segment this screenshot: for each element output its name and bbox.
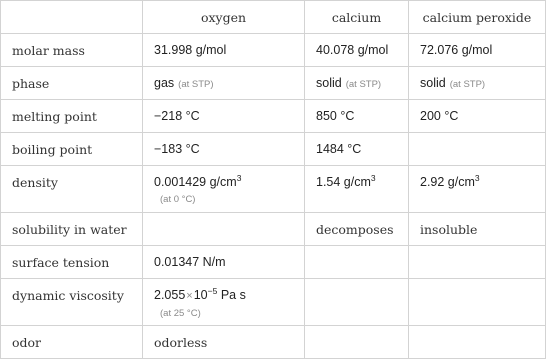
row-label: boiling point (1, 133, 143, 166)
value-cell (305, 67, 409, 100)
row-label: melting point (1, 100, 143, 133)
row-label: density (1, 166, 143, 213)
row-surface-tension (1, 246, 546, 279)
value-cell: 0.01347 N/m (143, 246, 305, 279)
value-cell: 31.998 g/mol (143, 34, 305, 67)
value-cell (143, 166, 305, 213)
phase-value: gas (154, 76, 175, 90)
value-cell (409, 326, 546, 359)
value-cell (305, 246, 409, 279)
value-cell (409, 166, 546, 213)
density-value: 2.92 g/cm (420, 175, 475, 189)
value-cell: odorless (143, 326, 305, 359)
value-cell (305, 166, 409, 213)
value-cell: 200 °C (409, 100, 546, 133)
condition-note: (at 0 °C) (160, 194, 196, 205)
row-label: odor (1, 326, 143, 359)
value-cell (143, 213, 305, 246)
value-cell: insoluble (409, 213, 546, 246)
row-label: solubility in water (1, 213, 143, 246)
row-molar-mass (1, 34, 546, 67)
row-boiling-point (1, 133, 546, 166)
row-label: phase (1, 67, 143, 100)
viscosity-unit: Pa s (220, 288, 246, 302)
value-cell: decomposes (305, 213, 409, 246)
viscosity-exponent: −5 (207, 286, 218, 296)
value-cell: 850 °C (305, 100, 409, 133)
value-cell (409, 246, 546, 279)
row-melting-point (1, 100, 546, 133)
phase-value: solid (420, 76, 446, 90)
header-oxygen: oxygen (143, 1, 305, 34)
unit-exponent: 3 (236, 173, 242, 183)
density-value: 1.54 g/cm (316, 175, 371, 189)
row-label: dynamic viscosity (1, 279, 143, 326)
value-cell: 40.078 g/mol (305, 34, 409, 67)
value-cell (305, 326, 409, 359)
row-dynamic-viscosity (1, 279, 546, 326)
condition-note: (at STP) (178, 79, 214, 90)
row-label: surface tension (1, 246, 143, 279)
row-odor (1, 326, 546, 359)
density-value: 0.001429 g/cm (154, 175, 237, 189)
unit-exponent: 3 (370, 173, 376, 183)
condition-note: (at STP) (449, 79, 486, 90)
value-cell (409, 67, 546, 100)
phase-value: solid (316, 76, 342, 90)
row-density (1, 166, 546, 213)
value-cell (143, 67, 305, 100)
condition-note: (at 25 °C) (160, 308, 201, 319)
value-cell: 1484 °C (305, 133, 409, 166)
header-calcium-peroxide: calcium peroxide (409, 1, 546, 34)
row-phase (1, 67, 546, 100)
viscosity-mantissa: 2.055 (154, 288, 186, 302)
value-cell: −218 °C (143, 100, 305, 133)
value-cell: −183 °C (143, 133, 305, 166)
value-cell: 72.076 g/mol (409, 34, 546, 67)
header-empty-cell (1, 1, 143, 34)
value-cell (409, 279, 546, 326)
value-cell (409, 133, 546, 166)
times-sign: × (186, 290, 193, 302)
row-label: molar mass (1, 34, 143, 67)
condition-note: (at STP) (345, 79, 382, 90)
header-row (1, 1, 546, 34)
viscosity-base: 10 (193, 288, 208, 302)
row-solubility (1, 213, 546, 246)
unit-exponent: 3 (474, 173, 480, 183)
value-cell (305, 279, 409, 326)
value-cell (143, 279, 305, 326)
header-calcium: calcium (305, 1, 409, 34)
